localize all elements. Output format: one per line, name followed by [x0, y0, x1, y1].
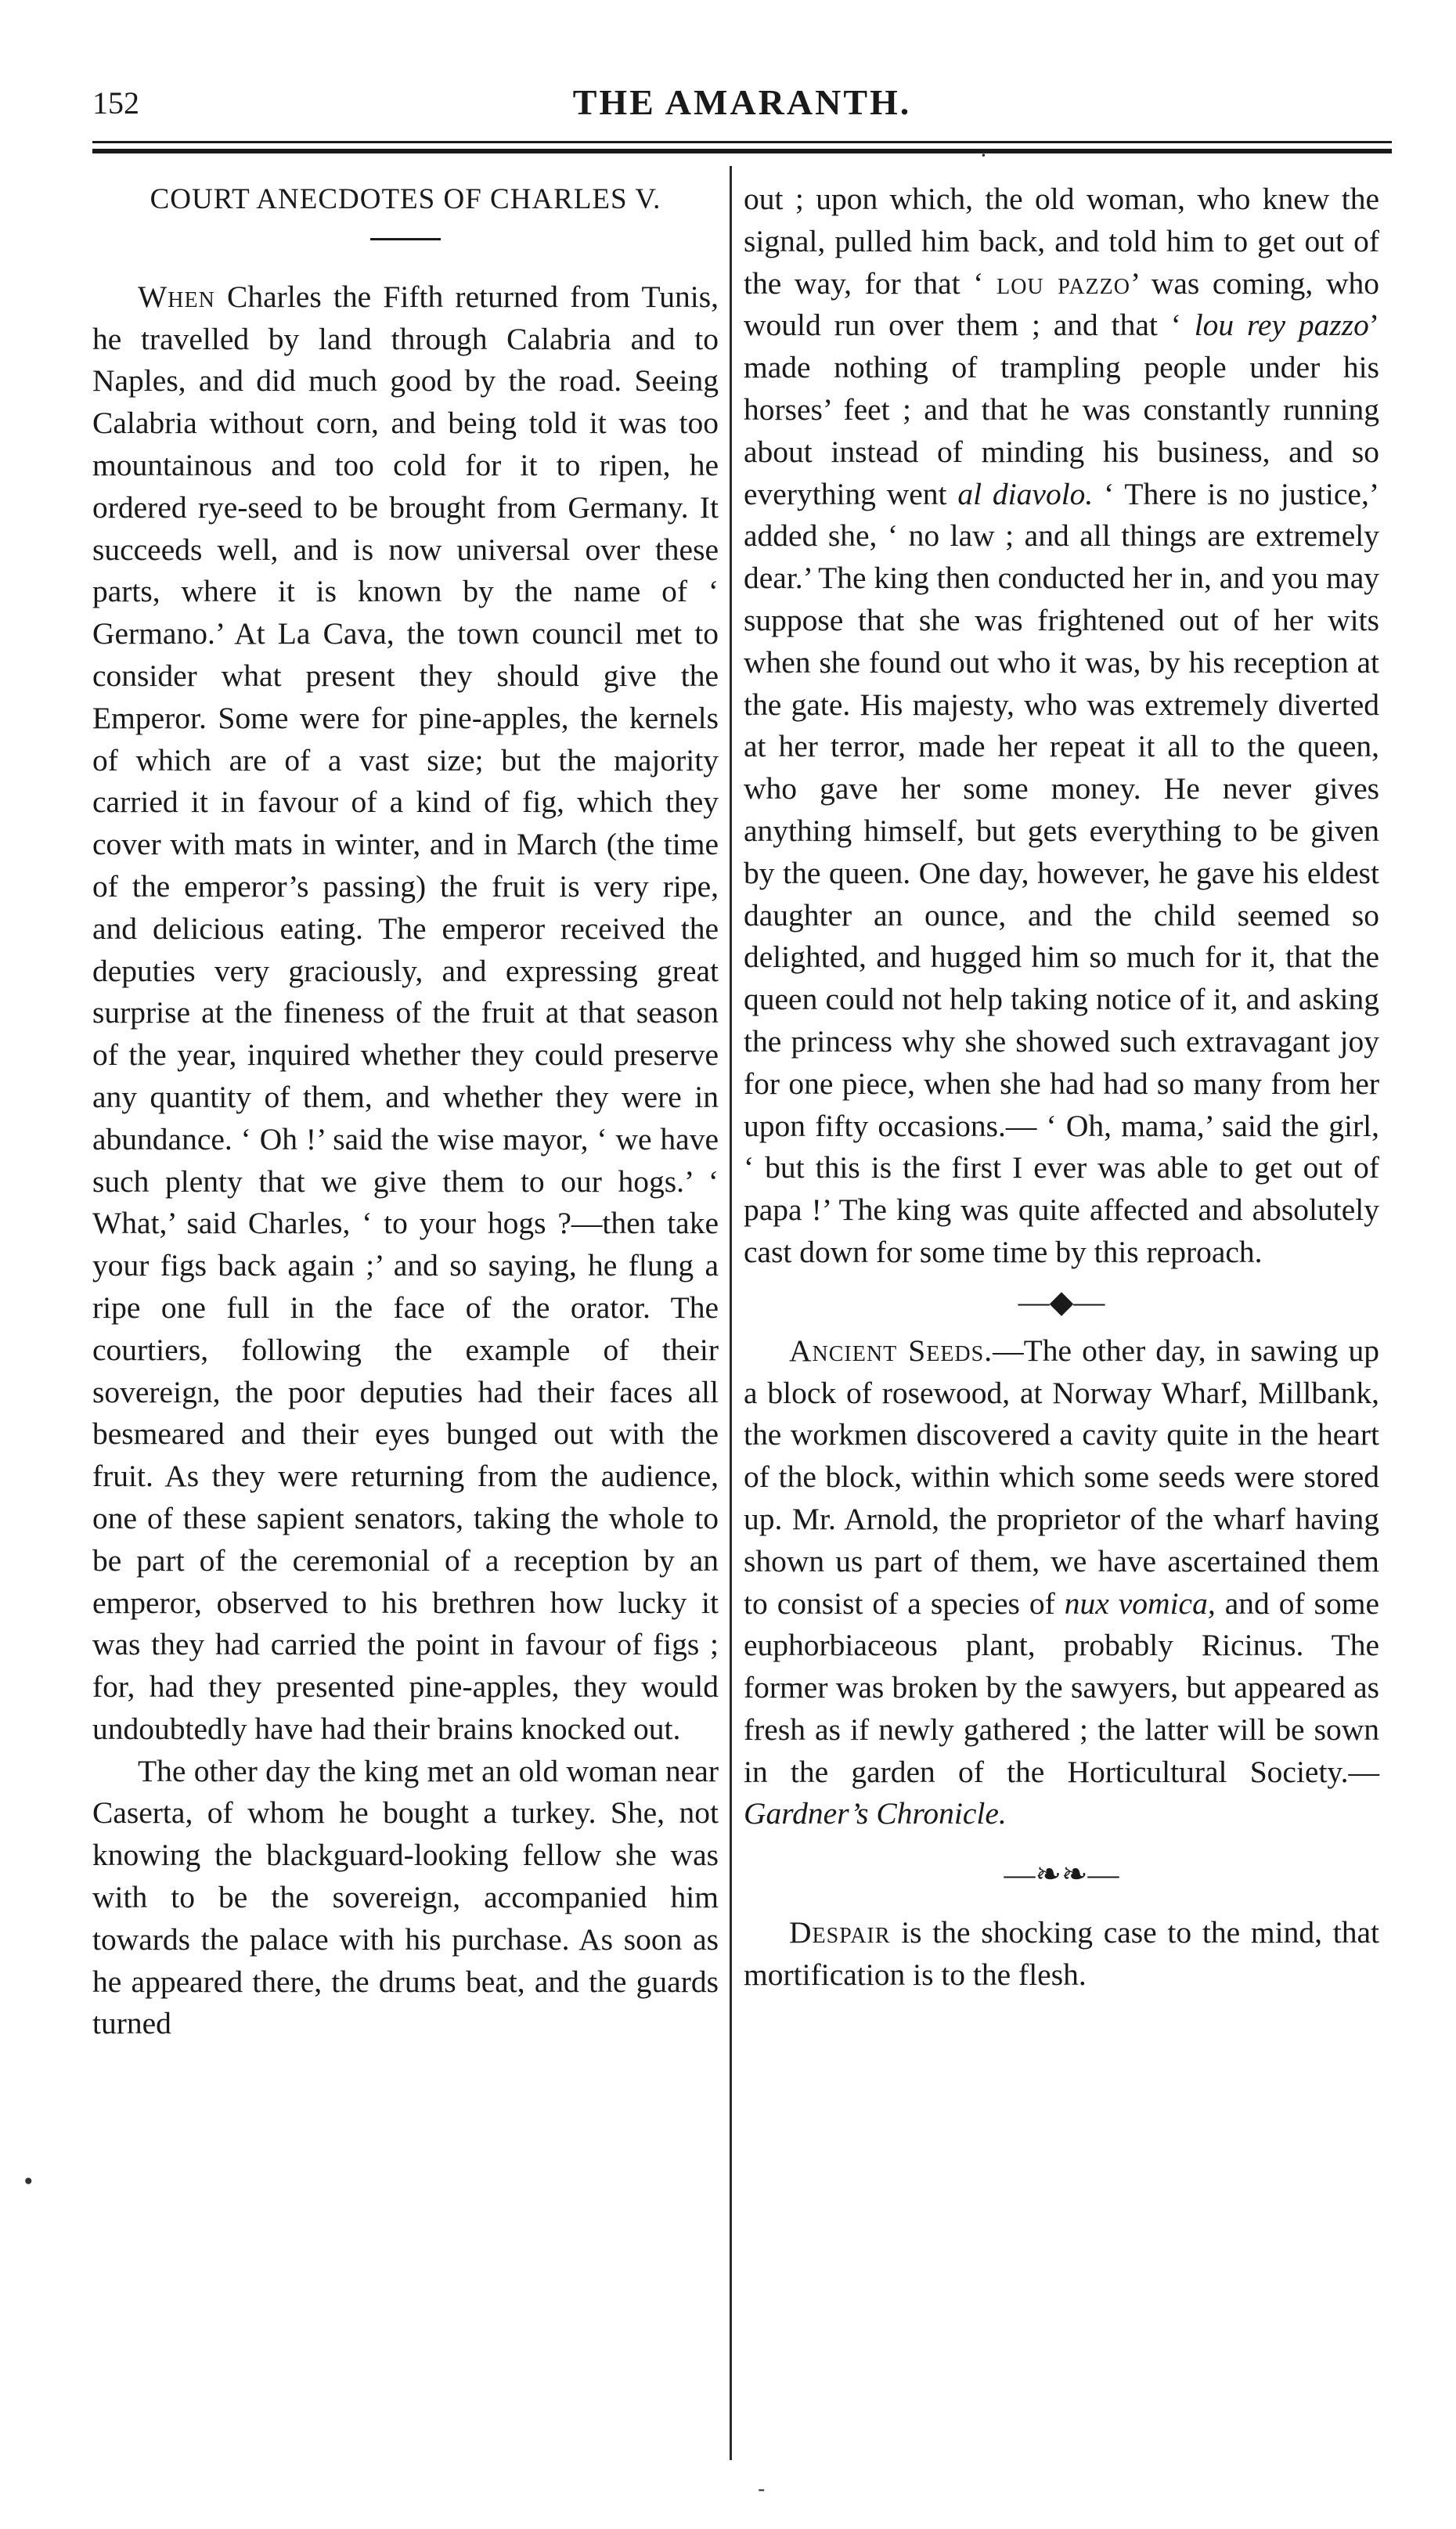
nux-vomica: nux vomica,: [1064, 1586, 1216, 1621]
article-title: COURT ANECDOTES OF CHARLES V.: [150, 183, 661, 215]
paragraph-ancient-seeds: [744, 1330, 1379, 1836]
left-column: [92, 179, 719, 2045]
text-run: out ; upon which, the old woman, who knew the signal, pulled him back, and told him to get out of the way, for that ‘: [744, 182, 1379, 301]
section-ornament-fleuron: —❧❧—: [1004, 1856, 1119, 1892]
text-run: —The other day, in sawing up a block of rosewood, at Norway Wharf, Millbank, the workmen discovered a cavity quite in the heart of the block, within which some seeds were stored up. Mr. Arnold, the proprietor of the wharf having shown us part of them, we have ascertained them to consist of a species of: [744, 1333, 1379, 1621]
margin-mark: •: [22, 2169, 35, 2195]
text-run: ‘ There is no justice,’ added she, ‘ no law ; and all things are extremely dear.’ The king then conducted her in, and you may suppose that she was frightened out of her wits when she found out who it was, by his reception at the gate. His majesty, who was extremely diverted at her terror, made her repeat it all to the queen, who gave her some money. He never gives anything himself, but gets everything to be given by the queen. One day, however, he gave his eldest daughter an ounce, and the child seemed so delighted, and hugged him so much for it, that the queen could not help taking notice of it, and asking the princess why she showed such extravagant joy for one piece, when she had had so many from her upon fifty occasions.— ‘ Oh, mama,’ said the girl, ‘ but this is the first I ever was able to get out of papa !’ The king was quite affected and absolutely cast down for some time by this reproach.: [744, 476, 1379, 1269]
lead-word: Despair: [789, 1915, 891, 1950]
page-header: [92, 82, 1392, 132]
text-run: and of some euphorbiaceous plant, probably Ricinus. The former was broken by the sawyers, but appeared as fresh as if newly gathered ; the latter will be sown in the garden of the Horticultural Society.—: [744, 1586, 1379, 1789]
running-title: THE AMARANTH.: [572, 82, 912, 122]
lead-word: When: [138, 279, 215, 314]
margin-mark: -: [758, 2476, 766, 2502]
column-divider: [730, 166, 732, 2460]
header-rule-thin: [92, 141, 1392, 143]
right-column: [744, 179, 1379, 1997]
text-run: ’ made nothing of trampling people under his horses’ feet ; and that he was constantly running about instead of minding his business, and so everything went: [744, 308, 1379, 511]
source-citation: Gardner’s Chronicle.: [744, 1796, 1007, 1831]
paragraph-charles: [92, 276, 719, 1751]
text-run: ’ was coming, who would run over them ; and that ‘: [744, 265, 1379, 343]
al-diavolo: al diavolo.: [957, 476, 1094, 511]
paragraph-king-turkey: [92, 1751, 719, 2046]
paragraph-continuation: [744, 179, 1379, 1274]
lead-word: Ancient Seeds.: [789, 1333, 993, 1368]
lou-rey-pazzo: lou rey pazzo: [1194, 308, 1369, 343]
paragraph-despair: [744, 1912, 1379, 1997]
text-run: is the shocking case to the mind, that mortification is to the flesh.: [744, 1915, 1379, 1993]
section-ornament-diamond: —◆—: [1018, 1283, 1105, 1319]
title-rule: [370, 238, 441, 240]
page-number: 152: [92, 85, 139, 121]
margin-mark: ·: [980, 143, 987, 168]
header-rule-thick: [92, 149, 1392, 153]
paragraph-text: The other day the king met an old woman near Caserta, of whom he bought a turkey. She, not knowing the blackguard-looking fellow she was with to be the sovereign, accompanied him towards the palace with his purchase. As soon as he appeared there, the drums beat, and the guards turned: [92, 1753, 719, 2041]
lou-pazzo: lou pazzo: [996, 265, 1130, 301]
paragraph-text: Charles the Fifth returned from Tunis, he travelled by land through Calabria and to Naples, and did much good by the road. Seeing Calabria without corn, and being told it was too mountainous and too cold for it to ripen, he ordered rye-seed to be brought from Germany. It succeeds well, and is now universal over these parts, where it is known by the name of ‘ Germano.’ At La Cava, the town council met to consider what present they should give the Emperor. Some were for pine-apples, the kernels of which are of a vast size; but the majority carried it in favour of a kind of fig, which they cover with mats in winter, and in March (the time of the emperor’s passing) the fruit is very ripe, and delicious eating. The emperor received the deputies very graciously, and expressing great surprise at the fineness of the fruit at that season of the year, inquired whether they could preserve any quantity of them, and whether they were in abundance. ‘ Oh !’ said the wise mayor, ‘ we have such plenty that we give them to our hogs.’ ‘ What,’ said Charles, ‘ to your hogs ?—then take your figs back again ;’ and so saying, he flung a ripe one full in the face of the orator. The courtiers, following the example of their sovereign, the poor deputies had their faces all besmeared and their eyes bunged out with the fruit. As they were returning from the audience, one of these sapient senators, taking the whole to be part of the ceremonial of a reception by an emperor, observed to his brethren how lucky it was they had carried the point in favour of figs ; for, had they presented pine-apples, they would undoubtedly have had their brains knocked out.: [92, 279, 719, 1746]
